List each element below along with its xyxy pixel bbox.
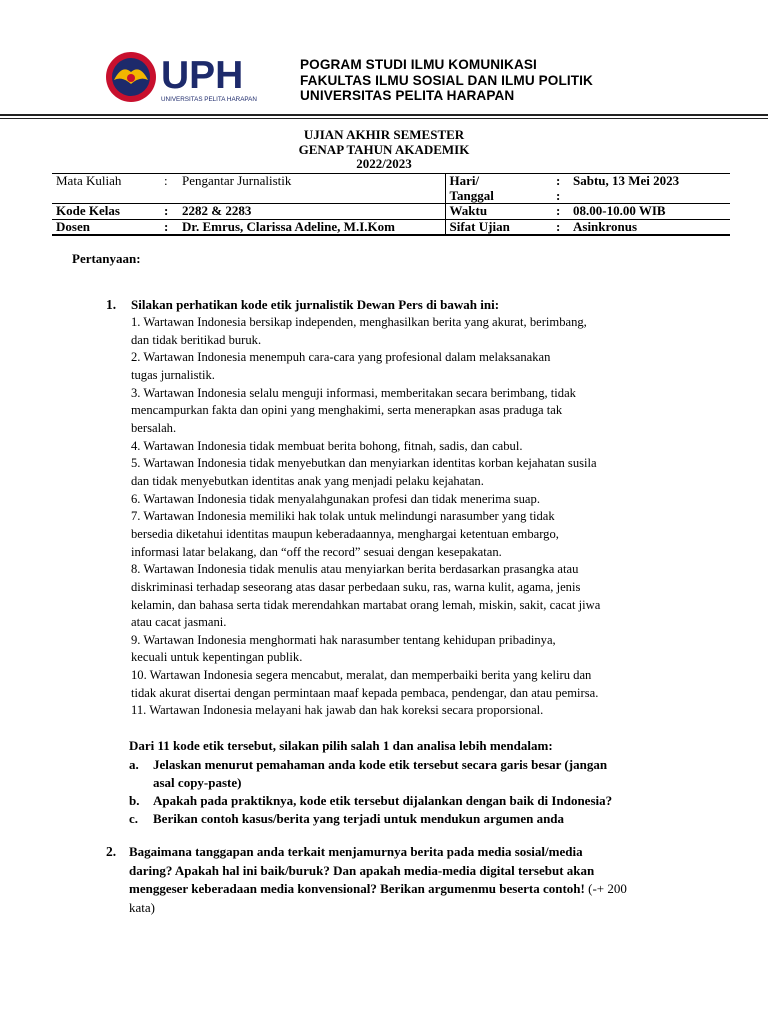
task-item-c: c. Berikan contoh kasus/berita yang terjadi untuk mendukun argumen anda	[129, 811, 565, 826]
task-intro: Dari 11 kode etik tersebut, silakan pilih salah 1 dan analisa lebih mendalam:	[129, 738, 553, 753]
list-item: bersedia diketahui identitas maupun keberadaannya, menghargai ketentuan embargo,	[131, 526, 559, 541]
kode-kelas-value: 2282 & 2283	[178, 204, 445, 220]
dosen-value: Dr. Emrus, Clarissa Adeline, M.I.Kom	[178, 219, 445, 235]
kode-kelas-label: Kode Kelas	[52, 204, 160, 220]
title-line-3: 2022/2023	[356, 156, 412, 172]
info-row	[52, 219, 730, 235]
list-item: 5. Wartawan Indonesia tidak menyebutkan dan menyiarkan identitas korban kejahatan susila	[131, 456, 597, 471]
list-item: bersalah.	[131, 420, 177, 435]
uph-logo	[104, 50, 274, 108]
list-item: 7. Wartawan Indonesia memiliki hak tolak untuk melindungi narasumber yang tidak	[131, 509, 555, 524]
list-item: 8. Wartawan Indonesia tidak menulis atau menyiarkan berita berdasarkan prasangka atau	[131, 562, 579, 577]
title-line-2: GENAP TAHUN AKADEMIK	[298, 141, 470, 157]
list-item: 3. Wartawan Indonesia selalu menguji informasi, memberitakan secara berimbang, tidak	[131, 385, 576, 400]
question-1-number: 1.	[106, 297, 117, 312]
list-item: diskriminasi terhadap seseorang atas dasar perbedaan suku, ras, warna kulit, agama, jenis	[131, 579, 581, 594]
list-item: 10. Wartawan Indonesia segera mencabut, meralat, dan memperbaiki berita yang keliru dan	[131, 668, 592, 683]
list-item: 9. Wartawan Indonesia menghormati hak narasumber tentang kehidupan pribadinya,	[131, 632, 556, 647]
list-item: 4. Wartawan Indonesia tidak membuat berita bohong, fitnah, sadis, dan cabul.	[131, 438, 523, 453]
colon: : :	[552, 174, 569, 204]
sifat-ujian-value: Asinkronus	[569, 219, 730, 235]
info-row	[52, 174, 730, 204]
task-items	[129, 737, 689, 828]
list-item: tugas jurnalistik.	[131, 367, 215, 382]
hari-tanggal-label: Hari/ Tanggal	[445, 174, 552, 204]
list-item: mencampurkan fakta dan opini yang menghakimi, serta menerapkan asas praduga tak	[131, 403, 563, 418]
hari-value: Sabtu, 13 Mei 2023	[569, 174, 730, 204]
faculty-line: FAKULTAS ILMU SOSIAL DAN ILMU POLITIK	[300, 72, 593, 88]
list-item: 1. Wartawan Indonesia bersikap independen, menghasilkan berita yang akurat, berimbang,	[131, 315, 587, 329]
question-2-number: 2.	[106, 844, 117, 859]
list-item: kecuali untuk kepentingan publik.	[131, 650, 303, 665]
list-item: dan tidak menyebutkan identitas anak yang menjadi pelaku kejahatan.	[131, 473, 484, 488]
task-item-a: a. Jelaskan menurut pemahaman anda kode etik tersebut secara garis besar (jangan asal copy-paste)	[129, 757, 608, 790]
waktu-label: Waktu	[445, 204, 552, 220]
question-1-intro: Silakan perhatikan kode etik jurnalistik Dewan Pers di bawah ini:	[131, 297, 500, 312]
colon: :	[552, 204, 569, 220]
institution-lines	[300, 57, 593, 104]
list-item: kelamin, dan bahasa serta tidak merendahkan martabat orang lemah, miskin, sakit, cacat jiwa	[131, 597, 601, 612]
pertanyaan-heading: Pertanyaan:	[72, 251, 141, 266]
list-item: 6. Wartawan Indonesia tidak menyalahgunakan profesi dan tidak menerima suap.	[131, 491, 540, 506]
exam-info-table	[52, 173, 730, 236]
colon: :	[160, 219, 178, 235]
list-item: 11. Wartawan Indonesia melayani hak jawab dan hak koreksi secara proporsional.	[131, 703, 544, 718]
header-rule-thin	[0, 118, 768, 119]
title-line-1: UJIAN AKHIR SEMESTER	[303, 127, 465, 142]
mata-kuliah-value: Pengantar Jurnalistik	[178, 174, 445, 204]
list-item: informasi latar belakang, dan “off the record” sesuai dengan kesepakatan.	[131, 544, 502, 559]
colon: :	[160, 204, 178, 220]
question-2-text: Bagaimana tanggapan anda terkait menjamurnya berita pada media sosial/media daring? Apakah hal ini baik/buruk? Dan apakah media-media digital tersebut akan menggeser keberadaan media konvensional? Berikan argumenmu beserta contoh! (-+ 200 kata)	[129, 844, 627, 915]
mata-kuliah-label: Mata Kuliah	[52, 174, 160, 204]
university-line: UNIVERSITAS PELITA HARAPAN	[300, 88, 515, 103]
task-item-b: b. Apakah pada praktiknya, kode etik tersebut dijalankan dengan baik di Indonesia?	[129, 793, 613, 808]
sifat-ujian-label: Sifat Ujian	[445, 219, 552, 235]
list-item: atau cacat jasmani.	[131, 615, 227, 630]
list-item: 2. Wartawan Indonesia menempuh cara-cara yang profesional dalam melaksanakan	[131, 350, 551, 365]
document-header	[0, 0, 768, 120]
svg-text:UPH: UPH	[161, 54, 244, 97]
header-rule-thick	[0, 114, 768, 116]
list-item: tidak akurat disertai dengan permintaan maaf kepada pembaca, pendengar, dan atau pemirsa.	[131, 685, 599, 700]
program-line: POGRAM STUDI ILMU KOMUNIKASI	[300, 57, 537, 72]
colon: :	[552, 219, 569, 235]
list-item: dan tidak beritikad buruk.	[131, 332, 262, 347]
code-of-ethics-list	[131, 314, 671, 720]
svg-text:UNIVERSITAS PELITA HARAPAN: UNIVERSITAS PELITA HARAPAN	[161, 96, 257, 103]
exam-title	[0, 128, 768, 172]
info-row	[52, 204, 730, 220]
dosen-label: Dosen	[52, 219, 160, 235]
waktu-value: 08.00-10.00 WIB	[569, 204, 730, 220]
colon: :	[160, 174, 178, 204]
